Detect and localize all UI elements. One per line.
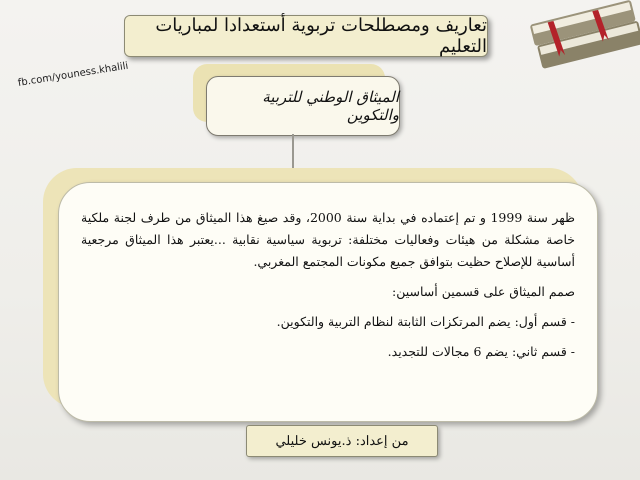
page-title: تعاريف ومصطلحات تربوية أستعدادا لمباريات التعليم bbox=[124, 15, 488, 57]
structure-intro: صمم الميثاق على قسمين أساسين: bbox=[392, 284, 575, 299]
author-credit: من إعداد: ذ.يونس خليلي bbox=[246, 425, 438, 457]
charter-title: الميثاق الوطني للتربية والتكوين bbox=[206, 76, 400, 136]
section-one: - قسم أول: يضم المرتكزات الثابتة لنظام التربية والتكوين. bbox=[276, 314, 575, 329]
charter-description: ظهر سنة 1999 و تم إعتماده في بداية سنة 2000، وقد صيغ هذا الميثاق من طرف لجنة ملكية خاصة مشكلة من هيئات وفعاليات مختلفة: تربوية سياسية نقابية ...يعتبر هذا الميثاق مرجعية أساسية للإصلاح حظيت بتوافق جميع مكونات المجتمع المغربي. bbox=[81, 210, 575, 269]
stacked-books-icon bbox=[528, 0, 640, 72]
connector-line bbox=[292, 134, 294, 170]
content-card bbox=[58, 182, 598, 422]
section-two: - قسم ثاني: يضم 6 مجالات للتجديد. bbox=[387, 344, 575, 359]
facebook-link[interactable]: fb.com/youness.khalili bbox=[17, 60, 130, 89]
